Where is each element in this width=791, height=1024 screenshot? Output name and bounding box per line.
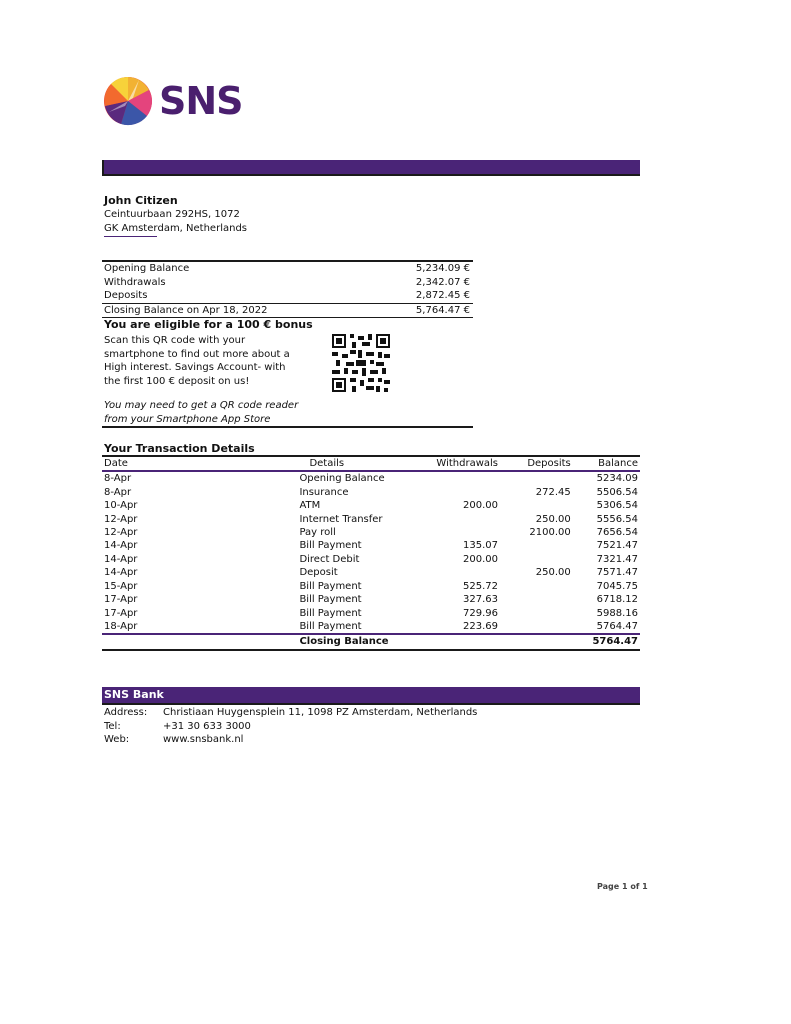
summary-label: Withdrawals	[104, 276, 166, 288]
closing-balance-label: Closing Balance on Apr 18, 2022	[104, 304, 268, 316]
closing-balance-row	[102, 634, 640, 649]
tx-withdrawal: 200.00	[463, 553, 499, 565]
tx-withdrawal	[416, 512, 500, 525]
bank-web: www.snsbank.nl	[163, 734, 244, 745]
address-line-2-underlined: GK Amster	[104, 222, 157, 237]
customer-name: John Citizen	[104, 194, 178, 207]
tx-withdrawal: 200.00	[463, 500, 499, 512]
transactions-title: Your Transaction Details	[104, 442, 255, 455]
summary-value: 2,872.45 €	[415, 290, 470, 301]
promo-note: You may need to get a QR code reader from your Smartphone App Store	[104, 400, 299, 425]
bank-footer-bar: SNS Bank	[102, 687, 640, 705]
col-deposits: Deposits	[500, 456, 573, 471]
table-row	[102, 553, 640, 566]
tx-deposit	[500, 553, 573, 566]
tx-balance: 7571.47	[596, 567, 638, 579]
tx-details: Opening Balance	[299, 473, 385, 485]
address-line-2	[104, 222, 247, 237]
closing-balance-value: 5,764.47 €	[415, 304, 470, 316]
tx-details: Bill Payment	[179, 620, 416, 634]
table-row	[102, 566, 640, 579]
contact-tel-row	[104, 720, 477, 734]
qr-code-icon	[332, 334, 390, 392]
tx-balance: 5556.54	[596, 513, 638, 525]
tx-balance: 6718.12	[596, 594, 638, 606]
summary-value: 2,342.07 €	[415, 276, 470, 288]
tx-deposit: 2100.00	[529, 526, 571, 538]
tx-withdrawal	[416, 485, 500, 498]
tx-withdrawal	[416, 566, 500, 579]
tx-date: 18-Apr	[102, 620, 179, 634]
table-row	[102, 512, 640, 525]
tx-deposit	[500, 499, 573, 512]
tx-deposit: 250.00	[535, 567, 571, 579]
tx-date: 8-Apr	[104, 486, 132, 498]
tx-deposit	[500, 620, 573, 634]
tel-label: Tel:	[104, 720, 121, 732]
tx-deposit	[500, 580, 573, 593]
tx-withdrawal	[416, 634, 500, 649]
tx-details: Deposit	[299, 567, 338, 579]
tx-deposit	[500, 471, 573, 485]
col-withdrawals: Withdrawals	[416, 456, 500, 471]
tx-deposit	[500, 593, 573, 606]
tx-deposit: 250.00	[535, 513, 571, 525]
col-details: Details	[179, 456, 416, 471]
tx-date: 14-Apr	[104, 567, 138, 579]
tx-balance: 5306.54	[596, 500, 638, 512]
tx-date: 12-Apr	[104, 526, 138, 538]
table-row	[102, 539, 640, 552]
header-bar	[102, 160, 640, 176]
bonus-promo	[102, 316, 473, 428]
contact-web-row	[104, 733, 477, 747]
tx-deposit	[500, 539, 573, 552]
address-line-1: Ceintuurbaan 292HS, 1072	[104, 209, 240, 220]
bank-address: Christiaan Huygensplein 11, 1098 PZ Amsterdam, Netherlands	[163, 707, 478, 718]
web-label: Web:	[104, 734, 130, 745]
bank-tel: +31 30 633 3000	[163, 720, 251, 732]
sns-logo	[103, 75, 253, 127]
col-date: Date	[102, 456, 179, 471]
tx-balance: 5764.47	[573, 620, 640, 634]
table-row	[102, 606, 640, 619]
tx-details: Bill Payment	[299, 594, 362, 606]
table-row	[102, 620, 640, 634]
table-header-row	[102, 456, 640, 471]
closing-value: 5764.47	[573, 634, 640, 649]
tx-date: 15-Apr	[104, 580, 138, 592]
tx-balance: 5506.54	[596, 486, 638, 498]
address-label: Address:	[104, 707, 148, 718]
tx-details: Bill Payment	[299, 607, 362, 619]
table-row	[102, 499, 640, 512]
tx-date: 10-Apr	[104, 500, 138, 512]
tx-withdrawal	[416, 471, 500, 485]
summary-row	[102, 262, 473, 276]
page-number: Page 1 of 1	[597, 882, 648, 891]
tx-date: 12-Apr	[104, 513, 138, 525]
brand-name: SNS	[159, 79, 243, 123]
summary-row	[102, 276, 473, 290]
table-row	[102, 593, 640, 606]
col-balance: Balance	[573, 456, 640, 471]
tx-deposit: 272.45	[535, 486, 571, 498]
tx-withdrawal: 135.07	[463, 540, 499, 552]
tx-date	[102, 634, 179, 649]
tx-withdrawal: 729.96	[463, 607, 499, 619]
tx-date: 17-Apr	[104, 607, 138, 619]
tx-details: Insurance	[299, 486, 349, 498]
summary-label: Deposits	[104, 290, 148, 301]
tx-date: 14-Apr	[104, 553, 138, 565]
bank-contact	[104, 706, 477, 747]
contact-address-row	[104, 706, 477, 720]
tx-withdrawal	[416, 526, 500, 539]
address-line-2-rest: dam, Netherlands	[157, 223, 247, 234]
promo-text: Scan this QR code with your smartphone to find out more about a High interest. Savings Account- with the first 100 € deposit on us!	[104, 335, 290, 387]
balance-summary	[102, 260, 473, 318]
summary-label: Opening Balance	[104, 263, 190, 274]
tx-deposit	[500, 606, 573, 619]
tx-date: 14-Apr	[104, 540, 138, 552]
tx-details: Internet Transfer	[299, 513, 383, 525]
tx-balance: 7321.47	[596, 553, 638, 565]
table-row	[102, 471, 640, 485]
tx-balance: 5988.16	[596, 607, 638, 619]
tx-withdrawal: 327.63	[463, 594, 499, 606]
tx-details: Direct Debit	[299, 553, 360, 565]
tx-withdrawal: 223.69	[416, 620, 500, 634]
tx-balance: 7045.75	[596, 580, 638, 592]
tx-details: ATM	[299, 500, 321, 512]
tx-deposit	[500, 634, 573, 649]
sns-logo-icon	[103, 76, 153, 126]
tx-details: Pay roll	[299, 526, 336, 538]
tx-balance: 7521.47	[596, 540, 638, 552]
tx-details: Bill Payment	[299, 540, 362, 552]
tx-date: 17-Apr	[104, 594, 138, 606]
summary-row	[102, 289, 473, 303]
table-row	[102, 526, 640, 539]
tx-date: 8-Apr	[104, 473, 132, 485]
tx-balance: 5234.09	[596, 473, 638, 485]
summary-value: 5,234.09 €	[415, 263, 470, 274]
closing-label: Closing Balance	[179, 634, 416, 649]
promo-title: You are eligible for a 100 € bonus	[104, 318, 313, 331]
table-row	[102, 580, 640, 593]
tx-details: Bill Payment	[299, 580, 362, 592]
customer-address	[104, 194, 247, 237]
tx-balance: 7656.54	[596, 526, 638, 538]
tx-withdrawal: 525.72	[463, 580, 499, 592]
table-row	[102, 485, 640, 498]
transactions-table	[102, 455, 640, 651]
